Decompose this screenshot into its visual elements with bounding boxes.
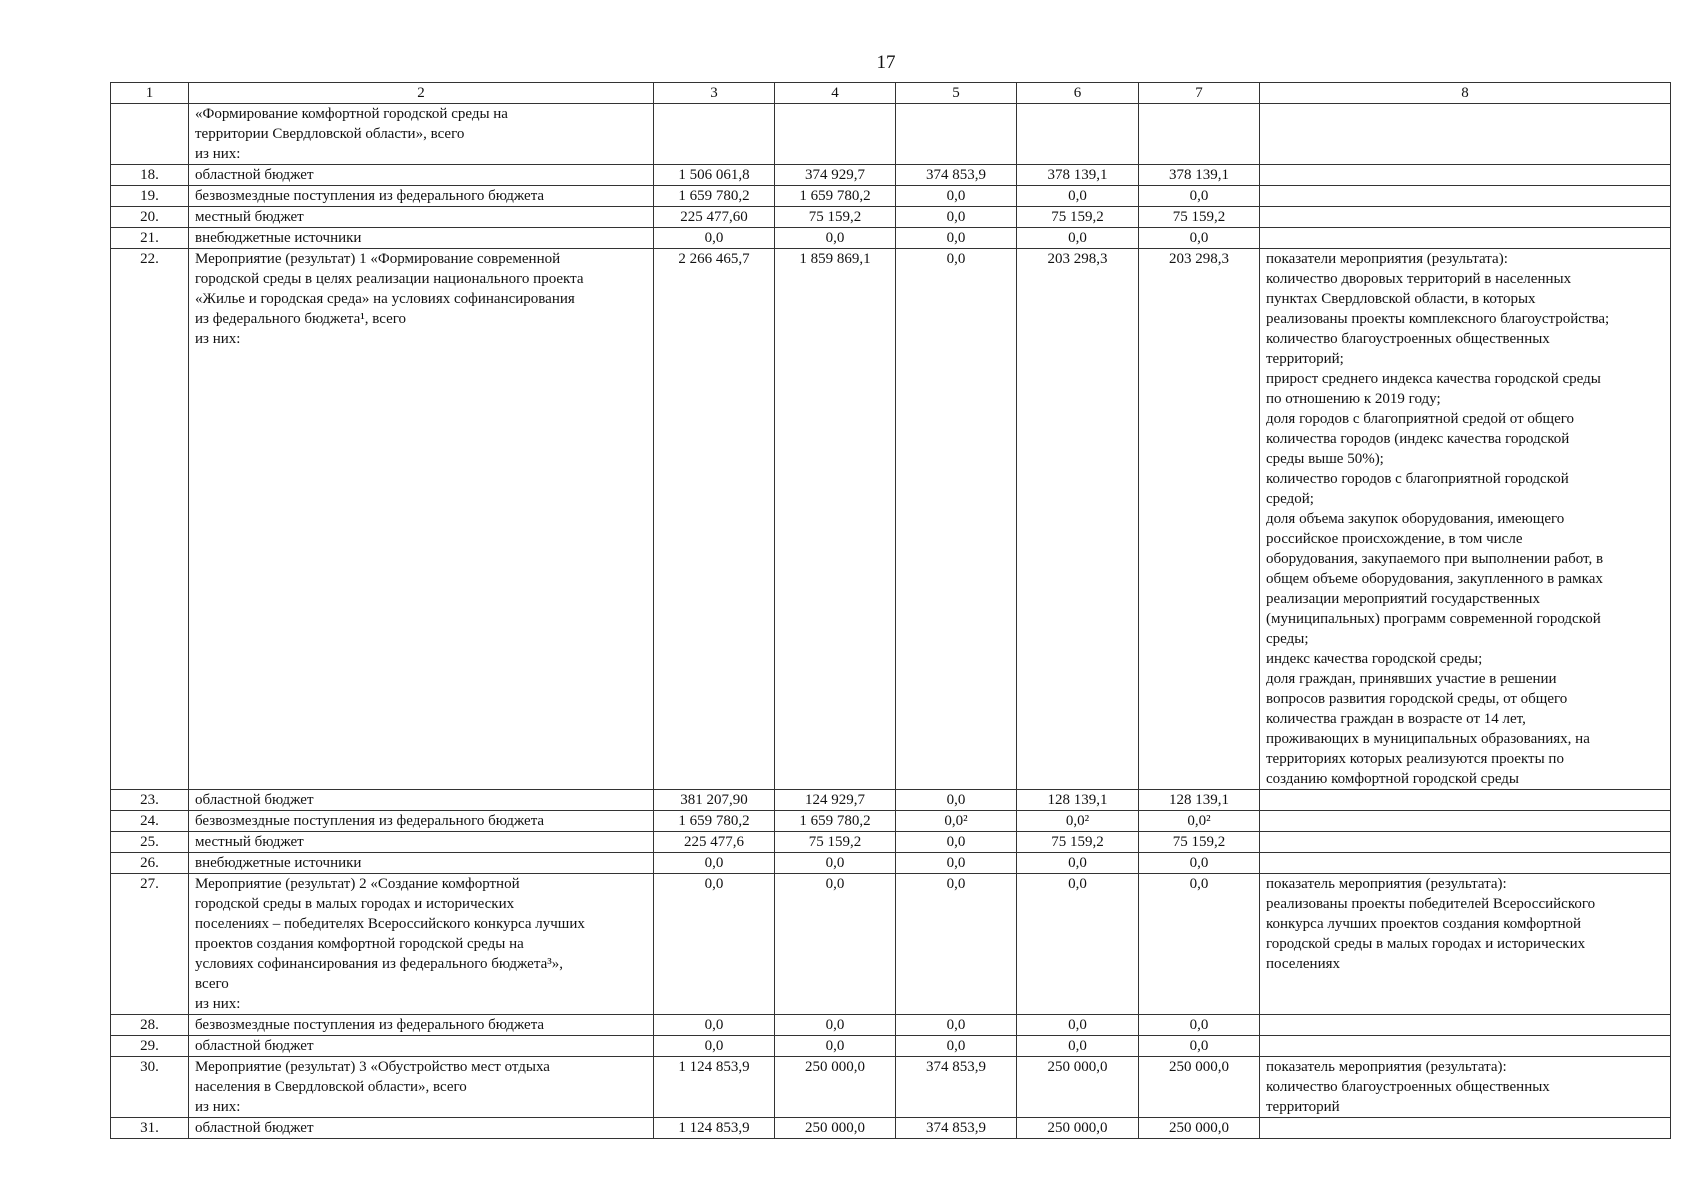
value-cell-v3: 1 124 853,9 [654,1057,775,1118]
row-number-cell: 22. [111,249,189,790]
value-cell-v7: 0,0 [1139,1036,1260,1057]
row-number-cell: 23. [111,790,189,811]
indicator-cell [1260,249,1671,790]
indicator-line: территорий; [1266,351,1344,367]
row-name-line: Мероприятие (результат) 3 «Обустройство мест отдыха [195,1059,550,1075]
value-cell-v3: 0,0 [654,853,775,874]
row-name-cell [189,207,654,228]
value-cell-v6: 203 298,3 [1017,249,1139,790]
row-name-line: из них: [195,1099,241,1115]
row-name-line: населения в Свердловской области», всего [195,1079,467,1095]
indicator-line: количество дворовых территорий в населенных [1266,271,1572,287]
table-row [111,811,1671,832]
table-row [111,790,1671,811]
header-cell: 3 [654,83,775,104]
value-cell-v7 [1139,104,1260,165]
table-row [111,874,1671,1015]
indicator-cell [1260,165,1671,186]
row-name-line: из федерального бюджета¹, всего [195,311,407,327]
indicator-line: доля граждан, принявших участие в решении [1266,671,1557,687]
indicator-line: территорий [1266,1099,1340,1115]
value-cell-v3: 0,0 [654,1015,775,1036]
indicator-line: доля объема закупок оборудования, имеющего [1266,511,1565,527]
value-cell-v4: 250 000,0 [775,1057,896,1118]
row-name-line: из них: [195,146,241,162]
indicator-line: прирост среднего индекса качества городской среды [1266,371,1601,387]
value-cell-v4: 1 659 780,2 [775,186,896,207]
value-cell-v6: 128 139,1 [1017,790,1139,811]
value-cell-v7: 128 139,1 [1139,790,1260,811]
indicator-line: поселениях [1266,956,1340,972]
table-row [111,207,1671,228]
indicator-line: проживающих в муниципальных образованиях, на [1266,731,1590,747]
indicator-line: пунктах Свердловской области, в которых [1266,291,1536,307]
value-cell-v7: 0,0 [1139,1015,1260,1036]
value-cell-v6: 250 000,0 [1017,1057,1139,1118]
value-cell-v3: 0,0 [654,874,775,1015]
value-cell-v3: 0,0 [654,228,775,249]
value-cell-v5: 374 853,9 [896,165,1017,186]
row-name-cell [189,790,654,811]
value-cell-v7: 0,0 [1139,853,1260,874]
table-body [111,83,1671,1139]
value-cell-v3: 1 506 061,8 [654,165,775,186]
indicator-cell [1260,790,1671,811]
row-name-cell [189,1036,654,1057]
value-cell-v6: 75 159,2 [1017,832,1139,853]
indicator-line: российское происхождение, в том числе [1266,531,1523,547]
value-cell-v7: 75 159,2 [1139,832,1260,853]
value-cell-v3: 1 124 853,9 [654,1118,775,1139]
header-cell: 7 [1139,83,1260,104]
indicator-line: индекс качества городской среды; [1266,651,1483,667]
header-cell: 8 [1260,83,1671,104]
row-number-cell: 18. [111,165,189,186]
row-number-cell: 21. [111,228,189,249]
row-number-cell: 24. [111,811,189,832]
table-row [111,165,1671,186]
indicator-line: созданию комфортной городской среды [1266,771,1519,787]
value-cell-v6 [1017,104,1139,165]
value-cell-v5 [896,104,1017,165]
value-cell-v3 [654,104,775,165]
row-name-line: из них: [195,331,241,347]
indicator-cell [1260,853,1671,874]
value-cell-v3: 1 659 780,2 [654,811,775,832]
row-name-line: городской среды в малых городах и исторических [195,896,515,912]
row-name-line: безвозмездные поступления из федерального бюджета [195,1017,545,1033]
value-cell-v6: 0,0 [1017,186,1139,207]
row-name-cell [189,186,654,207]
table-row [111,186,1671,207]
indicator-cell [1260,874,1671,1015]
indicator-line: количество благоустроенных общественных [1266,1079,1550,1095]
row-name-line: внебюджетные источники [195,855,362,871]
row-name-line: внебюджетные источники [195,230,362,246]
row-name-line: Мероприятие (результат) 2 «Создание комфортной [195,876,520,892]
row-number-cell: 28. [111,1015,189,1036]
row-name-cell [189,811,654,832]
value-cell-v6: 0,0 [1017,228,1139,249]
row-number-cell: 30. [111,1057,189,1118]
row-name-line: областной бюджет [195,1038,314,1054]
row-name-line: из них: [195,996,241,1012]
value-cell-v3: 225 477,6 [654,832,775,853]
value-cell-v6: 0,0² [1017,811,1139,832]
row-name-line: территории Свердловской области», всего [195,126,465,142]
indicator-line: оборудования, закупаемого при выполнении работ, в [1266,551,1604,567]
row-name-line: городской среды в целях реализации национального проекта [195,271,584,287]
row-name-cell [189,874,654,1015]
value-cell-v4: 75 159,2 [775,832,896,853]
indicator-line: по отношению к 2019 году; [1266,391,1441,407]
row-name-line: безвозмездные поступления из федерального бюджета [195,813,545,829]
indicator-line: конкурса лучших проектов создания комфортной [1266,916,1582,932]
value-cell-v6: 0,0 [1017,1036,1139,1057]
row-number-cell: 19. [111,186,189,207]
value-cell-v5: 0,0 [896,1015,1017,1036]
row-name-line: проектов создания комфортной городской среды на [195,936,524,952]
row-name-line: местный бюджет [195,834,304,850]
indicator-line: реализации мероприятий государственных [1266,591,1540,607]
row-name-cell [189,249,654,790]
value-cell-v5: 0,0 [896,207,1017,228]
value-cell-v4: 0,0 [775,1015,896,1036]
value-cell-v4: 124 929,7 [775,790,896,811]
row-name-line: «Формирование комфортной городской среды на [195,106,508,122]
value-cell-v7: 75 159,2 [1139,207,1260,228]
indicator-cell [1260,228,1671,249]
indicator-line: общем объеме оборудования, закупленного в рамках [1266,571,1603,587]
table-row [111,249,1671,790]
indicator-line: вопросов развития городской среды, от общего [1266,691,1568,707]
row-name-cell [189,1118,654,1139]
value-cell-v4: 0,0 [775,853,896,874]
table-row [111,1118,1671,1139]
page-number: 17 [876,52,896,73]
value-cell-v7: 250 000,0 [1139,1057,1260,1118]
value-cell-v6: 0,0 [1017,853,1139,874]
row-name-line: областной бюджет [195,792,314,808]
value-cell-v4: 0,0 [775,874,896,1015]
value-cell-v3: 1 659 780,2 [654,186,775,207]
value-cell-v5: 0,0 [896,853,1017,874]
row-name-line: всего [195,976,229,992]
row-name-line: безвозмездные поступления из федерального бюджета [195,188,545,204]
indicator-cell [1260,1057,1671,1118]
value-cell-v4: 0,0 [775,228,896,249]
value-cell-v7: 0,0 [1139,186,1260,207]
row-name-line: местный бюджет [195,209,304,225]
table-row [111,1036,1671,1057]
row-number-cell: 31. [111,1118,189,1139]
indicator-line: доля городов с благоприятной средой от общего [1266,411,1575,427]
indicator-cell [1260,1015,1671,1036]
header-cell: 4 [775,83,896,104]
indicator-line: территориях которых реализуются проекты по [1266,751,1564,767]
header-cell: 1 [111,83,189,104]
value-cell-v3: 2 266 465,7 [654,249,775,790]
header-cell: 2 [189,83,654,104]
header-cell: 6 [1017,83,1139,104]
value-cell-v7: 203 298,3 [1139,249,1260,790]
indicator-line: количества городов (индекс качества городской [1266,431,1570,447]
indicator-line: городской среды в малых городах и исторических [1266,936,1586,952]
row-name-line: областной бюджет [195,1120,314,1136]
header-row [111,83,1671,104]
indicator-cell [1260,811,1671,832]
row-name-line: «Жилье и городская среда» на условиях софинансирования [195,291,575,307]
value-cell-v5: 374 853,9 [896,1057,1017,1118]
value-cell-v5: 0,0 [896,186,1017,207]
value-cell-v6: 0,0 [1017,874,1139,1015]
value-cell-v7: 378 139,1 [1139,165,1260,186]
value-cell-v5: 0,0 [896,874,1017,1015]
value-cell-v5: 0,0² [896,811,1017,832]
value-cell-v5: 0,0 [896,228,1017,249]
table-row [111,1015,1671,1036]
indicator-line: средой; [1266,491,1314,507]
table-row [111,104,1671,165]
row-number-cell [111,104,189,165]
table-row [111,832,1671,853]
row-name-line: условиях софинансирования из федерального бюджета³», [195,956,563,972]
table-row [111,1057,1671,1118]
budget-table [110,82,1671,1139]
row-name-cell [189,1015,654,1036]
value-cell-v4: 1 859 869,1 [775,249,896,790]
row-number-cell: 26. [111,853,189,874]
table-row [111,853,1671,874]
value-cell-v4: 0,0 [775,1036,896,1057]
row-name-cell [189,853,654,874]
value-cell-v4: 75 159,2 [775,207,896,228]
header-cell: 5 [896,83,1017,104]
row-name-cell [189,228,654,249]
row-name-cell [189,832,654,853]
value-cell-v7: 0,0 [1139,874,1260,1015]
row-number-cell: 25. [111,832,189,853]
row-number-cell: 20. [111,207,189,228]
indicator-line: количество благоустроенных общественных [1266,331,1550,347]
indicator-line: показатель мероприятия (результата): [1266,876,1507,892]
value-cell-v7: 0,0² [1139,811,1260,832]
value-cell-v6: 378 139,1 [1017,165,1139,186]
row-name-cell [189,104,654,165]
value-cell-v3: 0,0 [654,1036,775,1057]
indicator-cell [1260,1118,1671,1139]
indicator-line: количество городов с благоприятной городской [1266,471,1569,487]
value-cell-v5: 0,0 [896,249,1017,790]
value-cell-v5: 0,0 [896,832,1017,853]
indicator-line: показатели мероприятия (результата): [1266,251,1508,267]
indicator-cell [1260,104,1671,165]
row-name-cell [189,1057,654,1118]
indicator-cell [1260,1036,1671,1057]
value-cell-v3: 381 207,90 [654,790,775,811]
row-name-cell [189,165,654,186]
value-cell-v6: 250 000,0 [1017,1118,1139,1139]
indicator-line: показатель мероприятия (результата): [1266,1059,1507,1075]
value-cell-v7: 250 000,0 [1139,1118,1260,1139]
indicator-line: среды выше 50%); [1266,451,1384,467]
indicator-cell [1260,186,1671,207]
indicator-line: реализованы проекты победителей Всероссийского [1266,896,1596,912]
table-row [111,228,1671,249]
value-cell-v6: 0,0 [1017,1015,1139,1036]
value-cell-v6: 75 159,2 [1017,207,1139,228]
row-name-line: Мероприятие (результат) 1 «Формирование современной [195,251,561,267]
value-cell-v4: 250 000,0 [775,1118,896,1139]
indicator-cell [1260,832,1671,853]
value-cell-v3: 225 477,60 [654,207,775,228]
value-cell-v5: 0,0 [896,790,1017,811]
row-number-cell: 29. [111,1036,189,1057]
indicator-line: среды; [1266,631,1309,647]
value-cell-v4: 374 929,7 [775,165,896,186]
value-cell-v7: 0,0 [1139,228,1260,249]
indicator-line: количества граждан в возрасте от 14 лет, [1266,711,1526,727]
value-cell-v5: 374 853,9 [896,1118,1017,1139]
row-name-line: областной бюджет [195,167,314,183]
indicator-line: (муниципальных) программ современной городской [1266,611,1601,627]
indicator-cell [1260,207,1671,228]
row-name-line: поселениях – победителях Всероссийского конкурса лучших [195,916,585,932]
value-cell-v4: 1 659 780,2 [775,811,896,832]
value-cell-v5: 0,0 [896,1036,1017,1057]
row-number-cell: 27. [111,874,189,1015]
indicator-line: реализованы проекты комплексного благоустройства; [1266,311,1610,327]
value-cell-v4 [775,104,896,165]
